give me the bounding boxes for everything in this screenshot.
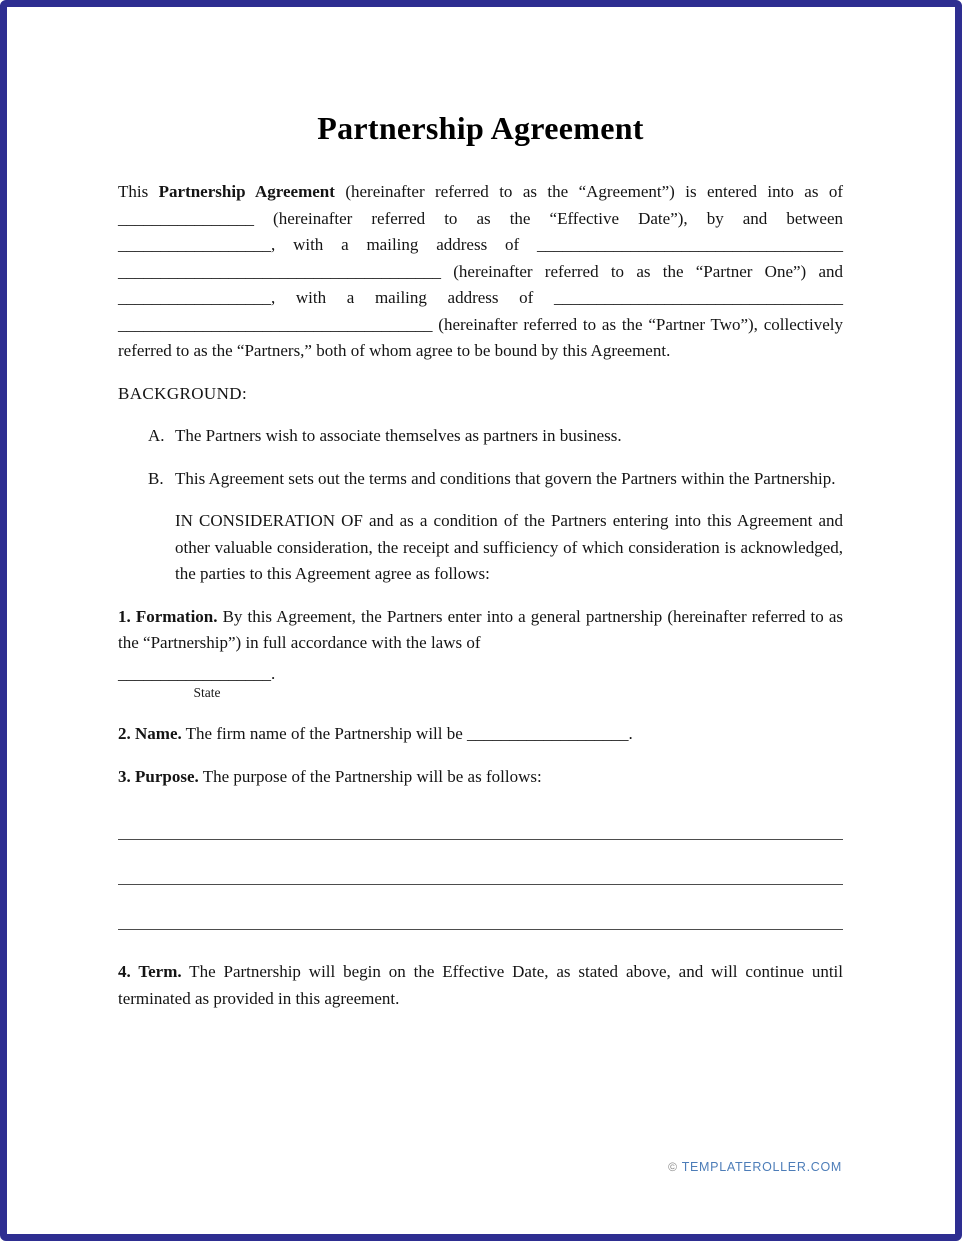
list-item-text: The Partners wish to associate themselves as partners in business.: [175, 426, 622, 445]
intro-paragraph: [118, 179, 843, 365]
section-term-text: The Partnership will begin on the Effective Date, as stated above, and will continue until terminated as provided in this agreement.: [118, 962, 843, 1008]
section-term: [118, 959, 843, 1012]
section-name: [118, 721, 843, 748]
list-item-b: [118, 466, 843, 493]
section-purpose: [118, 764, 843, 791]
copyright-icon: ©: [668, 1160, 678, 1174]
document-title: Partnership Agreement: [317, 110, 644, 146]
list-item-a: [118, 423, 843, 450]
state-blank-line: __________________.: [118, 663, 276, 683]
purpose-blank-line: [118, 840, 843, 885]
purpose-blank-line: [118, 795, 843, 840]
templateroller-link[interactable]: TEMPLATEROLLER.COM: [681, 1160, 842, 1174]
state-blank-field: [118, 661, 843, 703]
intro-text-start: This: [118, 182, 159, 201]
purpose-blank-lines: [118, 795, 843, 930]
footer: [668, 1160, 842, 1174]
section-formation-lead: 1. Formation.: [118, 606, 218, 626]
section-purpose-text: The purpose of the Partnership will be as follows:: [198, 766, 542, 786]
list-marker: B.: [148, 468, 164, 488]
section-term-lead: 4. Term.: [118, 962, 182, 981]
section-name-text: The firm name of the Partnership will be ___________________.: [181, 724, 633, 743]
background-list: [118, 423, 843, 588]
section-formation-text: By this Agreement, the Partners enter into a general partnership (hereinafter referred to as the “Partnership”) in full accordance with the laws of: [118, 606, 843, 652]
list-marker: A.: [148, 426, 165, 445]
background-heading: BACKGROUND:: [118, 383, 248, 403]
list-item-text: This Agreement sets out the terms and conditions that govern the Partners within the Partnership.: [175, 468, 836, 488]
intro-text-rest: (hereinafter referred to as the “Agreement”) is entered into as of ________________ (hereinafter referred to as the “Effective Date”), by and between __________________, with a mailing address of ____________________________________ ______________________________________ (hereinafter referred to as the “Partner One”) and __________________, with a mailing address of __________________________________ _____________________________________ (hereinafter referred to as the “Partner Two”), collectively referred to as the “Partners,” both of whom agree to be bound by this Agreement.: [118, 182, 843, 360]
section-purpose-lead: 3. Purpose.: [118, 766, 199, 786]
state-caption: State: [193, 685, 221, 700]
intro-bold-term: Partnership Agreement: [158, 182, 335, 201]
section-name-lead: 2. Name.: [118, 724, 182, 743]
consideration-paragraph: IN CONSIDERATION OF and as a condition of the Partners entering into this Agreement and other valuable consideration, the receipt and sufficiency of which consideration is acknowledged, the parties to this Agreement agree as follows:: [175, 511, 843, 583]
section-formation: [118, 604, 843, 657]
purpose-blank-line: [118, 885, 843, 930]
